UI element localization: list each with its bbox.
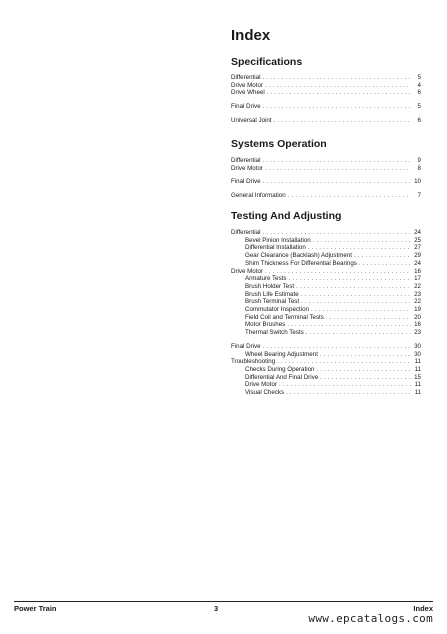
dot-leader xyxy=(267,89,411,97)
toc-subentry xyxy=(231,366,421,374)
toc-entry-page: 24 xyxy=(414,259,421,267)
toc-entry-label: Drive Motor xyxy=(231,81,263,89)
toc-entry-page: 15 xyxy=(414,373,421,381)
toc-entry-label: Motor Brushes xyxy=(245,321,286,329)
dot-leader xyxy=(265,268,411,276)
toc-entry-page: 11 xyxy=(414,365,421,373)
toc-entry-page: 7 xyxy=(417,192,421,200)
toc-entry-label: Differential xyxy=(231,157,261,164)
toc-entry-page: 19 xyxy=(414,306,421,314)
toc-entry xyxy=(231,343,421,351)
toc-subentry xyxy=(231,252,421,260)
toc-entry-label: Visual Checks xyxy=(245,389,285,397)
toc-entry-page: 29 xyxy=(414,252,421,260)
toc-entry-label: Armature Tests xyxy=(245,275,287,283)
toc-entry-page: 23 xyxy=(414,329,421,337)
dot-leader xyxy=(262,229,411,237)
dot-leader xyxy=(306,329,411,337)
section-title-specifications: Specifications xyxy=(231,56,303,68)
toc-subentry xyxy=(231,381,421,389)
dot-leader xyxy=(265,82,411,90)
toc-subentry xyxy=(231,260,421,268)
toc-entry-label: Differential Installation xyxy=(245,244,306,252)
toc-entry-page: 20 xyxy=(414,313,421,321)
toc-entry-page: 25 xyxy=(414,236,421,244)
dot-leader xyxy=(279,381,411,389)
toc-systems-operation xyxy=(231,157,421,200)
section-title-systems-operation: Systems Operation xyxy=(231,138,327,150)
toc-entry-page: 16 xyxy=(414,321,421,329)
toc-entry-page: 10 xyxy=(414,178,421,186)
toc-entry-page: 27 xyxy=(414,244,421,252)
toc-entry-page: 6 xyxy=(417,116,421,124)
toc-entry-label: Drive Motor xyxy=(231,164,263,172)
footer-page-number: 3 xyxy=(214,604,219,613)
toc-entry-page: 4 xyxy=(417,81,421,89)
footer-rule xyxy=(14,601,433,602)
toc-entry xyxy=(231,74,421,82)
toc-entry-page: 23 xyxy=(414,290,421,298)
toc-entry-page: 30 xyxy=(414,342,421,350)
toc-entry xyxy=(231,192,421,200)
toc-subentry xyxy=(231,374,421,382)
footer-manual-title: Power Train xyxy=(14,604,57,613)
watermark-url: www.epcatalogs.com xyxy=(308,612,433,625)
toc-entry-page: 5 xyxy=(417,103,421,111)
dot-leader xyxy=(262,157,411,165)
toc-entry xyxy=(231,165,421,173)
toc-entry-label: Checks During Operation xyxy=(245,365,315,373)
dot-leader xyxy=(286,389,411,397)
dot-leader xyxy=(311,306,411,314)
toc-entry-label: Shim Thickness For Differential Bearings xyxy=(245,259,357,267)
dot-leader xyxy=(262,74,411,82)
toc-entry-label: Field Coil and Terminal Tests xyxy=(245,313,324,321)
toc-subentry xyxy=(231,283,421,291)
toc-entry-label: General Information xyxy=(231,192,286,200)
toc-subentry xyxy=(231,329,421,337)
toc-entry-label: Differential xyxy=(231,74,261,81)
dot-leader xyxy=(263,343,411,351)
toc-entry-label: Commutator Inspection xyxy=(245,306,309,314)
toc-entry-page: 17 xyxy=(414,275,421,283)
toc-entry xyxy=(231,358,421,366)
toc-testing-and-adjusting xyxy=(231,229,421,397)
toc-entry xyxy=(231,229,421,237)
toc-subentry xyxy=(231,291,421,299)
footer-section-name: Index xyxy=(413,604,433,613)
toc-entry-page: 22 xyxy=(414,298,421,306)
toc-entry xyxy=(231,82,421,90)
toc-entry-page: 8 xyxy=(417,164,421,172)
page-title: Index xyxy=(231,27,271,44)
toc-subentry xyxy=(231,314,421,322)
dot-leader xyxy=(263,178,411,186)
dot-leader xyxy=(359,260,411,268)
dot-leader xyxy=(313,237,411,245)
dot-leader xyxy=(320,374,411,382)
toc-subentry xyxy=(231,321,421,329)
toc-subentry xyxy=(231,244,421,252)
toc-entry-label: Thermal Switch Tests xyxy=(245,329,304,337)
dot-leader xyxy=(263,103,411,111)
toc-entry-label: Bevel Pinion Installation xyxy=(245,236,311,244)
toc-entry xyxy=(231,103,421,111)
toc-entry-label: Brush Terminal Test xyxy=(245,298,300,306)
toc-subentry xyxy=(231,306,421,314)
toc-entry-label: Final Drive xyxy=(231,178,261,186)
toc-entry xyxy=(231,157,421,165)
toc-entry-page: 9 xyxy=(417,157,421,164)
toc-entry-label: Differential xyxy=(231,229,261,236)
dot-leader xyxy=(354,252,411,260)
dot-leader xyxy=(296,283,411,291)
toc-entry-label: Wheel Bearing Adjustment xyxy=(245,350,318,358)
toc-subentry xyxy=(231,298,421,306)
toc-entry-page: 16 xyxy=(414,267,421,275)
dot-leader xyxy=(289,275,412,283)
dot-leader xyxy=(326,314,411,322)
toc-entry-page: 11 xyxy=(414,389,421,397)
toc-entry-label: Differential And Final Drive xyxy=(245,373,319,381)
toc-entry-label: Final Drive xyxy=(231,342,261,350)
toc-entry-label: Brush Life Estimate xyxy=(245,290,299,298)
toc-entry-page: 22 xyxy=(414,282,421,290)
toc-entry xyxy=(231,178,421,186)
section-title-testing-and-adjusting: Testing And Adjusting xyxy=(231,210,342,222)
dot-leader xyxy=(301,291,411,299)
dot-leader xyxy=(320,351,411,359)
toc-entry xyxy=(231,268,421,276)
toc-entry-label: Universal Joint xyxy=(231,116,272,124)
dot-leader xyxy=(301,298,411,306)
dot-leader xyxy=(288,192,411,200)
toc-entry xyxy=(231,117,421,125)
toc-entry-page: 11 xyxy=(414,381,421,389)
dot-leader xyxy=(316,366,411,374)
dot-leader xyxy=(277,358,411,366)
toc-entry-label: Drive Motor xyxy=(245,381,277,389)
toc-subentry xyxy=(231,237,421,245)
dot-leader xyxy=(287,321,411,329)
dot-leader xyxy=(274,117,411,125)
toc-entry-label: Troubleshooting xyxy=(231,358,276,366)
toc-entry-page: 30 xyxy=(414,350,421,358)
toc-entry-label: Drive Wheel xyxy=(231,89,265,97)
toc-entry-label: Brush Holder Test xyxy=(245,282,295,290)
toc-entry-page: 24 xyxy=(414,229,421,236)
toc-entry-page: 5 xyxy=(417,74,421,81)
toc-entry-page: 6 xyxy=(417,89,421,97)
toc-subentry xyxy=(231,351,421,359)
toc-entry-page: 11 xyxy=(414,358,421,366)
toc-entry xyxy=(231,89,421,97)
toc-subentry xyxy=(231,275,421,283)
toc-subentry xyxy=(231,389,421,397)
toc-entry-label: Final Drive xyxy=(231,103,261,111)
dot-leader xyxy=(265,165,411,173)
toc-entry-label: Gear Clearance (Backlash) Adjustment xyxy=(245,252,352,260)
toc-entry-label: Drive Motor xyxy=(231,267,263,275)
dot-leader xyxy=(308,244,411,252)
toc-specifications xyxy=(231,74,421,125)
